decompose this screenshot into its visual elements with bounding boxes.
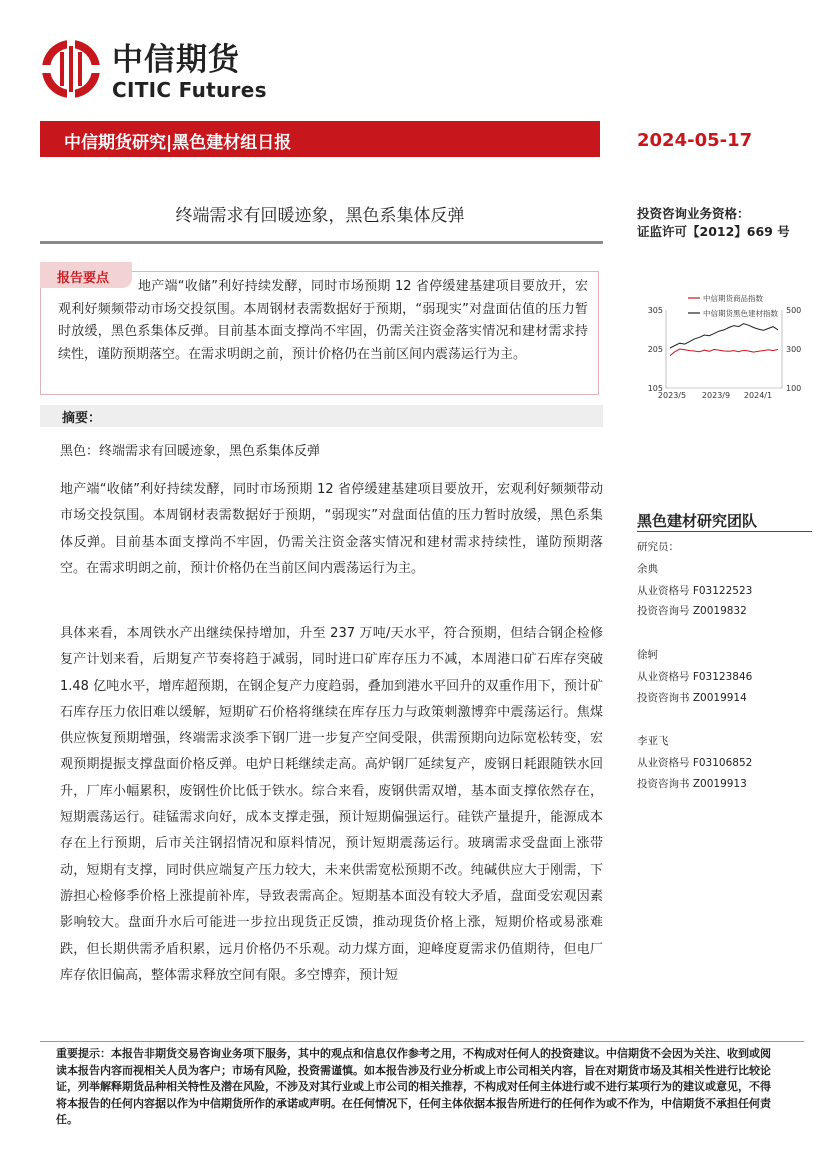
chart-series-line <box>670 324 778 348</box>
qualification-value: 证监许可【2012】669 号 <box>637 224 790 239</box>
disclaimer-text: 重要提示：本报告非期货交易咨询业务项下服务，其中的观点和信息仅作参考之用，不构成对任何人的投资建议。中信期货不会因为关注、收到或阅读本报告内容而视相关人员为客户；市场有风险，投资需谨慎。如本报告涉及行业分析或上市公司相关内容，旨在对期货市场及其相关性进行比较论证，列举解释期货品种相关特性及潜在风险，不涉及对其行业或上市公司的相关推荐，不构成对任何主体进行或不进行某项行为的建议或意见，不得将本报告的任何内容据以作为中信期货所作的承诺或声明。在任何情况下，任何主体依据本报告所进行的任何作为或不作为，中信期货不承担任何责任。 <box>56 1047 771 1126</box>
member-advisory: 投资咨询书 Z0019913 <box>637 778 747 790</box>
chart-right-tick-label: 500 <box>786 306 802 315</box>
summary-paragraph-1: 地产端“收储”利好持续发酵，同时市场预期 12 省停缓建基建项目要放开，宏观利好频频带动市场交投氛围。本周钢材表需数据好于预期，“弱现实”对盘面估值的压力暂时放缓，黑色系集体反弹。目前基本面支撑尚不牢固，仍需关注资金落实情况和建材需求持续性，谨防预期落空。在需求明朗之前，预计价格仍在当前区间内震荡运行为主。 <box>60 482 603 576</box>
summary-bar <box>40 405 603 427</box>
team-role-label: 研究员： <box>637 541 679 553</box>
summary-paragraph-2: 具体来看，本周铁水产出继续保持增加，升至 237 万吨/天水平，符合预期，但结合钢企检修复产计划来看，后期复产节奏将趋于减弱，同时进口矿库存压力不减，本周港口矿石库存突破 1.48 亿吨水平，增库超预期，在钢企复产力度趋弱，叠加到港水平回升的双重作用下，预计矿石库存压力依旧难以缓解，短期矿石价格将继续在库存压力与政策刺激博弈中震荡运行。焦煤供应恢复预期增强，终端需求淡季下钢厂进一步复产空间受限，供需预期向边际宽松转变，宏观预期提振支撑盘面价格反弹。电炉日耗继续走高。高炉钢厂延续复产，废钢日耗跟随铁水回升，厂库小幅累积，废钢性价比低于铁水。综合来看，废钢供需双增，基本面支撑依然存在，短期震荡运行。硅锰需求向好，成本支撑走强，预计短期偏强运行。硅铁产量提升，能源成本存在上行预期，后市关注钢招情况和原料情况，预计短期震荡运行。玻璃需求受盘面上涨带动，短期有支撑，同时供应端复产压力较大，未来供需宽松预期不改。纯碱供应大于刚需，下游担心检修季价格上涨提前补库，导致表需高企。短期基本面没有较大矛盾，盘面受宏观因素影响较大。盘面升水后可能进一步拉出现货正反馈，推动现货价格上涨，短期价格或易涨难跌，但长期供需矛盾积累，远月价格仍不乐观。动力煤方面，迎峰度夏需求仍值期待，但电厂库存依旧偏高，整体需求释放空间有限。多空博弈，预计短 <box>60 626 603 983</box>
chart-legend-label: 中信期货商品指数 <box>703 294 763 303</box>
member-name: 余典 <box>637 563 658 575</box>
chart-right-tick-label: 300 <box>786 345 802 354</box>
index-chart <box>636 290 816 410</box>
member-license: 从业资格号 F03123846 <box>637 671 753 683</box>
report-series-title: 中信期货研究|黑色建材组日报 <box>64 133 292 153</box>
brand-name-cn: 中信期货 <box>112 42 240 78</box>
report-title: 终端需求有回暖迹象，黑色系集体反弹 <box>175 206 465 226</box>
member-name: 徐轲 <box>637 649 658 661</box>
qualification-label: 投资咨询业务资格： <box>637 206 750 221</box>
chart-x-tick-label: 2024/1 <box>743 391 773 400</box>
chart-x-tick-label: 2023/5 <box>657 391 687 400</box>
member-license: 从业资格号 F03106852 <box>637 757 753 769</box>
chart-legend-label: 中信期货黑色建材指数 <box>703 309 778 318</box>
member-license: 从业资格号 F03122523 <box>637 585 753 597</box>
chart-x-tick-label: 2023/9 <box>701 391 731 400</box>
footer-divider <box>40 1041 804 1042</box>
report-date: 2024-05-17 <box>637 130 753 151</box>
member-advisory: 投资咨询号 Z0019832 <box>637 605 747 617</box>
chart-series-line <box>670 349 778 356</box>
chart-left-tick-label: 205 <box>647 345 663 354</box>
summary-headline: 黑色：终端需求有回暖迹象，黑色系集体反弹 <box>60 444 321 459</box>
chart-right-tick-label: 100 <box>786 384 802 393</box>
member-advisory: 投资咨询书 Z0019914 <box>637 692 747 704</box>
citic-logo <box>40 38 102 100</box>
chart-left-tick-label: 105 <box>647 384 663 393</box>
summary-label: 摘要： <box>62 411 102 426</box>
title-divider <box>40 241 603 244</box>
key-points-label: 报告要点 <box>57 271 110 286</box>
team-title: 黑色建材研究团队 <box>637 512 758 530</box>
key-points-text: 地产端“收储”利好持续发酵，同时市场预期 12 省停缓建基建项目要放开，宏观利好频频带动市场交投氛围。本周钢材表需数据好于预期，“弱现实”对盘面估值的压力暂时放缓，黑色系集体反弹。目前基本面支撑尚不牢固，仍需关注资金落实情况和建材需求持续性，谨防预期落空。在需求明朗之前，预计价格仍在当前区间内震荡运行为主。 <box>58 279 588 362</box>
chart-left-tick-label: 305 <box>647 306 663 315</box>
member-name: 李亚飞 <box>637 735 669 747</box>
brand-name-en: CITIC Futures <box>112 78 267 102</box>
team-divider <box>637 531 812 532</box>
